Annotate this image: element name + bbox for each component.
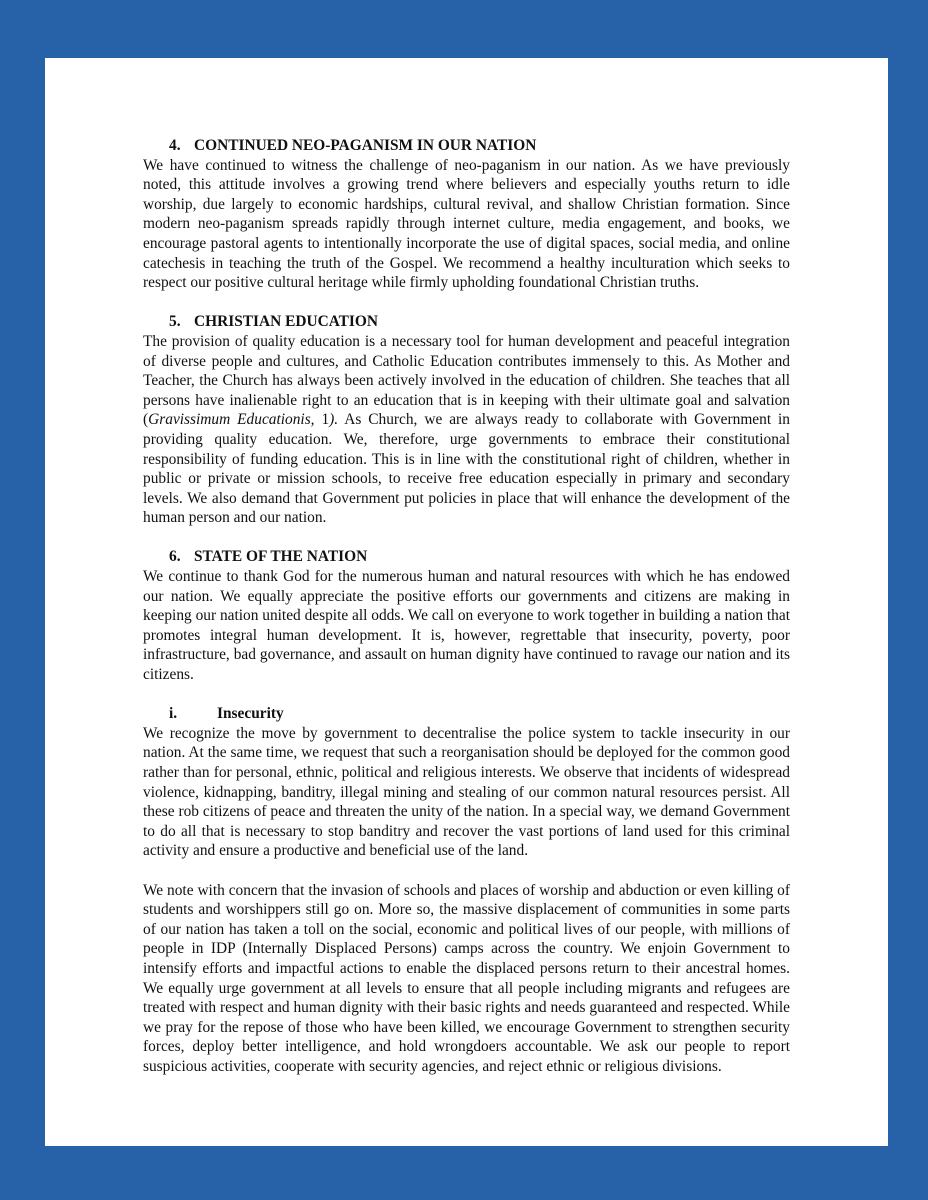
section-number: 6. (169, 548, 181, 566)
section-paragraph: We continue to thank God for the numerous human and natural resources with which he has endowed our nation. We equally appreciate the positive efforts our governments and citizens are making in keeping our nation united despite all odds. We call on everyone to work together in building a nation that promotes integral human development. It is, however, regrettable that insecurity, poverty, poor infrastructure, bad governance, and assault on human dignity have continued to ravage our nation and its citizens. (143, 568, 790, 684)
subsection-number: i. (169, 705, 178, 723)
spacer (143, 685, 790, 705)
section-title: STATE OF THE NATION (194, 548, 368, 566)
section-heading-state-of-nation (143, 547, 790, 567)
spacer (143, 528, 790, 548)
paragraph-text: The provision of quality education is a necessary tool for human development and peaceful integration of diverse people and cultures, and Catholic Education contributes immensely to this. As Mother and Teacher, the Church has always been actively involved in the education of children. She teaches that all persons have inalienable right to an education that is in keeping with their ultimate goal and salvation ( (143, 332, 790, 429)
section-paragraph: We have continued to witness the challenge of neo-paganism in our nation. As we have previously noted, this attitude involves a growing trend where believers and especially youths return to idle worship, due largely to economic hardships, cultural revival, and shallow Christian formation. Since modern neo-paganism spreads rapidly through internet culture, media engagement, and books, we encourage pastoral agents to intentionally incorporate the use of digital spaces, social media, and online catechesis in teaching the truth of the Gospel. We recommend a healthy inculturation which seeks to respect our positive cultural heritage while firmly upholding foundational Christian truths. (143, 156, 790, 292)
subsection-paragraph: We recognize the move by government to decentralise the police system to tackle insecurity in our nation. At the same time, we request that such a reorganisation should be deployed for the common good rather than for personal, ethnic, political and religious interests. We observe that incidents of widespread violence, kidnapping, banditry, illegal mining and stealing of our common natural resources persist. All these rob citizens of peace and threaten the unity of the nation. In a special way, we demand Government to do all that is necessary to stop banditry and recover the vast portions of land used for this criminal activity and ensure a productive and beneficial use of the land. (143, 724, 790, 860)
paragraph-text: As Church, we are always ready to collaborate with Government in providing quality education. We, therefore, urge governments to embrace their constitutional responsibility of funding education. This is in line with the constitutional right of children, whether in public or private or mission schools, to receive free education especially in primary and secondary levels. We also demand that Government put policies in place that will enhance the development of the human person and our nation. (143, 411, 790, 527)
section-paragraph (143, 332, 790, 528)
section-title: CHRISTIAN EDUCATION (194, 313, 379, 331)
subsection-paragraph: We note with concern that the invasion of schools and places of worship and abduction or even killing of students and worshippers still go on. More so, the massive displacement of communities in some parts of our nation has taken a toll on the social, economic and political lives of our people, with millions of people in IDP (Internally Displaced Persons) camps across the country. We enjoin Government to intensify efforts and impactful actions to enable the displaced persons return to their ancestral homes. We equally urge government at all levels to ensure that all people including migrants and refugees are treated with respect and human dignity with their basic rights and needs guaranteed and respected. While we pray for the repose of those who have been killed, we encourage Government to strengthen security forces, deploy better intelligence, and hold wrongdoers accountable. We ask our people to report suspicious activities, cooperate with security agencies, and reject ethnic or religious divisions. (143, 881, 790, 1075)
document-page (45, 58, 888, 1146)
section-heading-neo-paganism (143, 136, 790, 156)
citation-title: Gravissimum Educationis, (148, 411, 315, 429)
subsection-title: Insecurity (217, 705, 284, 723)
section-number: 4. (169, 137, 181, 154)
section-heading-christian-education (143, 312, 790, 332)
subsection-heading-insecurity (143, 704, 790, 724)
citation-close: ). (329, 411, 339, 429)
citation-number: 1 (314, 411, 330, 429)
section-title: CONTINUED NEO-PAGANISM IN OUR NATION (194, 137, 537, 154)
spacer (143, 293, 790, 313)
section-number: 5. (169, 313, 181, 331)
spacer (143, 861, 790, 881)
